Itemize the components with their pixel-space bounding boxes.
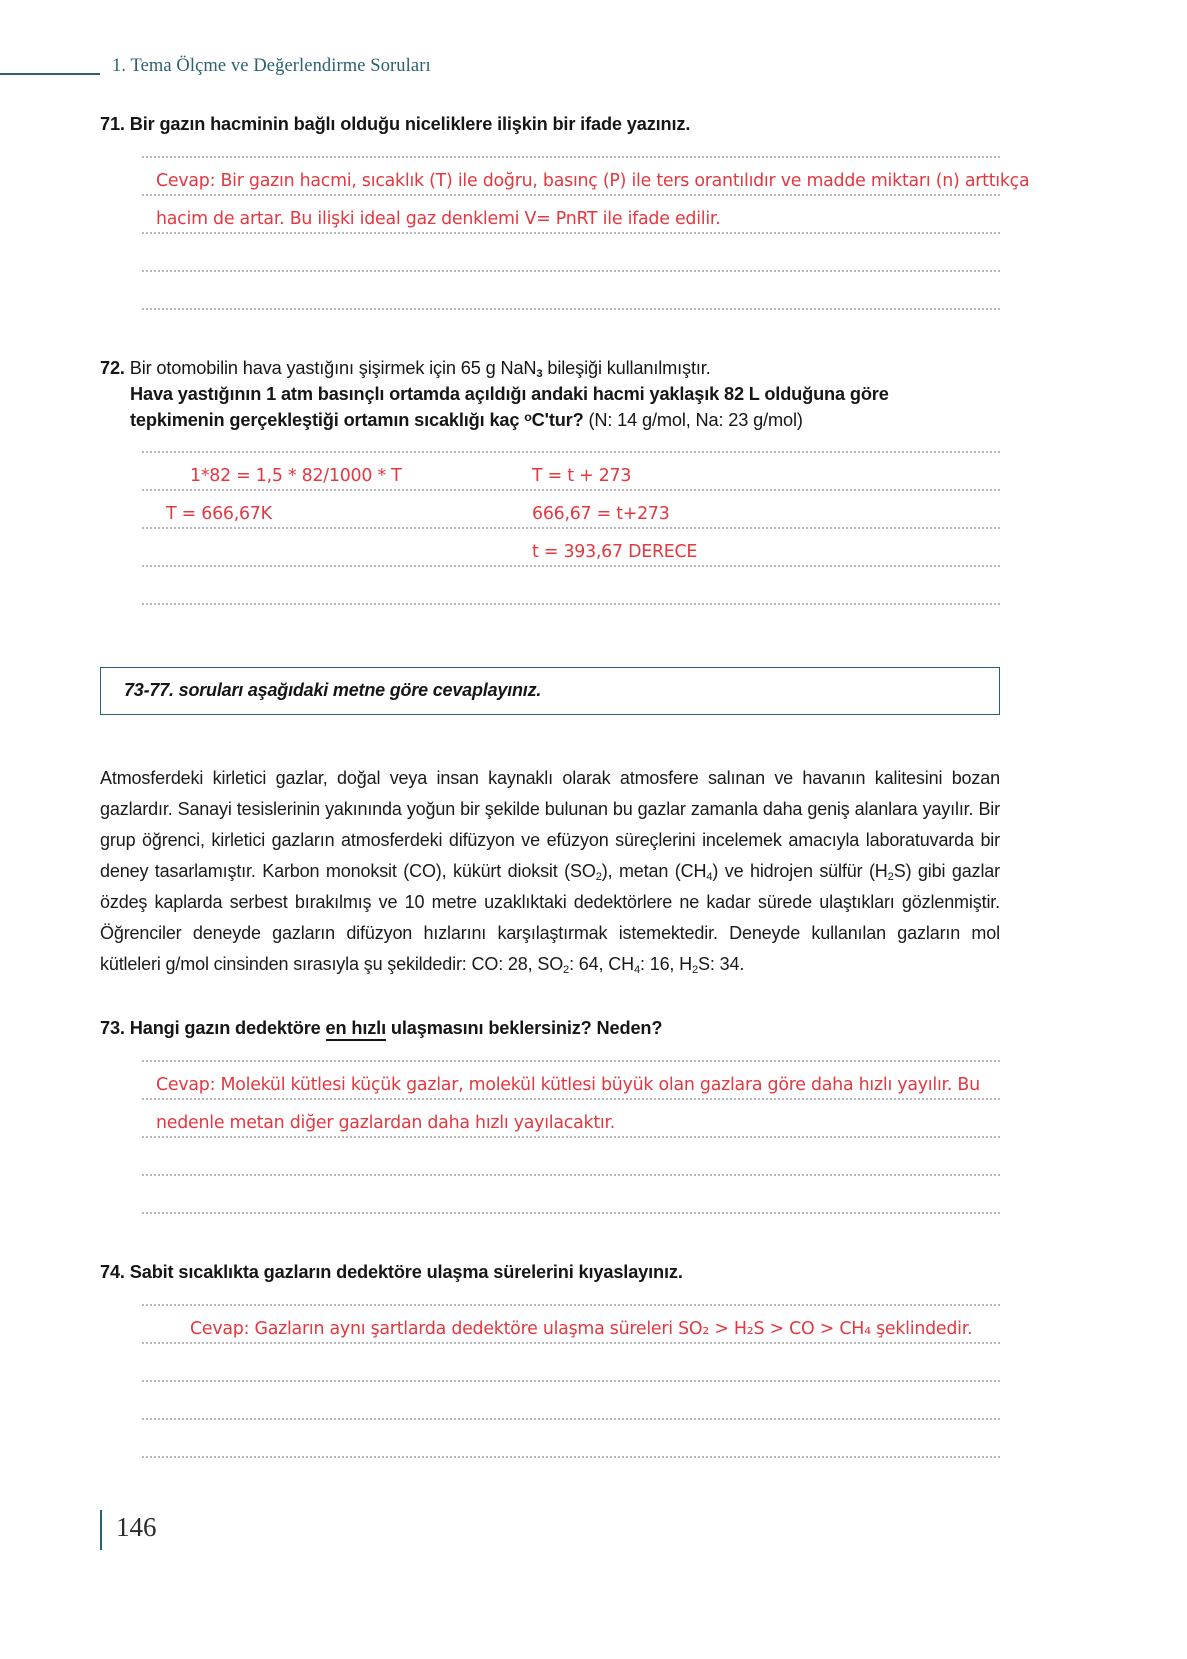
- question-71-text: Bir gazın hacminin bağlı olduğu niceliklere ilişkin bir ifade yazınız.: [129, 114, 691, 134]
- passage-part-5: : 64, CH: [569, 954, 634, 975]
- passage-part-4: S) gibi gazlar özdeş kaplarda serbest bırakılmış ve 10 metre uzaklıktaki dedektörlere ne kadar sürede ulaştıkları gözlenmiştir. Öğrenciler deneyde gazların difüzyon hızlarını karşılaştırmak istemektedir. Deneyde kullanılan gazların mol kütleleri g/mol cinsinden sırasıyla şu şekildedir: CO: 28, SO: [100, 861, 1000, 975]
- page-number: 146: [116, 1512, 157, 1542]
- passage-subscript: 4: [633, 964, 640, 977]
- passage-part-1: Atmosferdeki kirletici gazlar, doğal veya insan kaynaklı olarak atmosfere salınan ve havanın kalitesini bozan gazlardır. Sanayi tesislerinin yakınında yoğun bir şekilde bulunan bu gazlar zamanla daha geniş alanlara yayılır. Bir grup öğrenci, kirletici gazların atmosferdeki difüzyon ve efüzyon süreçlerini incelemek amacıyla laboratuvarda bir deney tasarlamıştır. Karbon monoksit (CO), kükürt dioksit (SO: [100, 768, 1000, 882]
- answer-line[interactable]: [142, 529, 1000, 567]
- answer-line[interactable]: [142, 1176, 1000, 1214]
- question-71: [100, 112, 1000, 138]
- instruction-box: [100, 667, 1000, 715]
- question-72-line1-rest: bileşiği kullanılmıştır.: [542, 357, 711, 378]
- question-72-line3-bold2: C'tur?: [531, 409, 584, 430]
- question-73-suffix: ulaşmasını beklersiniz? Neden?: [386, 1018, 663, 1039]
- answer-line[interactable]: [142, 272, 1000, 310]
- question-74: [100, 1260, 1000, 1286]
- answer-text-left: T = 666,67K: [166, 504, 272, 525]
- degree-superscript: o: [524, 409, 532, 424]
- answer-line[interactable]: [142, 451, 1000, 491]
- question-72-line3: [100, 408, 1000, 434]
- question-71-number: 71.: [100, 114, 125, 134]
- passage-subscript: 2: [595, 871, 602, 884]
- answer-line[interactable]: [142, 1382, 1000, 1420]
- question-72-line1: Bir otomobilin hava yastığını şişirmek için 65 g NaN: [129, 357, 537, 378]
- answer-text: nedenle metan diğer gazlardan daha hızlı yayılacaktır.: [156, 1112, 616, 1133]
- passage-subscript: 2: [563, 964, 570, 977]
- answer-text-right: t = 393,67 DERECE: [532, 542, 698, 563]
- answer-line[interactable]: [142, 1100, 1000, 1138]
- instruction-text: 73-77. soruları aşağıdaki metne göre cevaplayınız.: [124, 680, 542, 701]
- answer-line[interactable]: [142, 1420, 1000, 1458]
- header-rule: [0, 73, 100, 75]
- answer-block-74: [142, 1304, 1000, 1458]
- question-73: [100, 1016, 1000, 1042]
- answer-line[interactable]: [142, 1304, 1000, 1344]
- passage-subscript: 4: [706, 871, 713, 884]
- answer-line[interactable]: [142, 1138, 1000, 1176]
- question-73-prefix: Hangi gazın dedektöre: [129, 1018, 326, 1039]
- passage-part-6: : 16, H: [640, 954, 692, 975]
- page-header: [0, 56, 1050, 90]
- question-73-emphasis: en hızlı: [326, 1018, 386, 1041]
- question-72-subscript: 3: [536, 368, 543, 380]
- answer-line[interactable]: [142, 1060, 1000, 1100]
- answer-text: Cevap: Molekül kütlesi küçük gazlar, molekül kütlesi büyük olan gazlara göre daha hızlı yayılır. Bu: [156, 1074, 980, 1095]
- answer-block-72: [142, 451, 1000, 605]
- answer-text: hacim de artar. Bu ilişki ideal gaz denklemi V= PnRT ile ifade edilir.: [156, 208, 721, 229]
- answer-line[interactable]: [142, 1344, 1000, 1382]
- answer-line[interactable]: [142, 491, 1000, 529]
- passage-subscript: 2: [887, 871, 894, 884]
- question-74-text: Sabit sıcaklıkta gazların dedektöre ulaşma sürelerini kıyaslayınız.: [129, 1261, 683, 1282]
- answer-text-left: 1*82 = 1,5 * 82/1000 * T: [190, 466, 402, 487]
- answer-line[interactable]: [142, 234, 1000, 272]
- passage-part-2: ), metan (CH: [601, 861, 707, 882]
- answer-text: Cevap: Gazların aynı şartlarda dedektöre ulaşma süreleri SO₂ > H₂S > CO > CH₄ şeklindedir.: [190, 1318, 973, 1339]
- answer-text: Cevap: Bir gazın hacmi, sıcaklık (T) ile doğru, basınç (P) ile ters orantılıdır ve madde miktarı (n) arttıkça: [156, 170, 1030, 191]
- passage-part-7: S: 34.: [698, 954, 745, 975]
- question-72-line2: Hava yastığının 1 atm basınçlı ortamda açıldığı andaki hacmi yaklaşık 82 L olduğuna göre: [130, 383, 889, 404]
- footer-accent-bar: [100, 1510, 102, 1550]
- passage-part-3: ) ve hidrojen sülfür (H: [712, 861, 888, 882]
- question-73-number: 73.: [100, 1018, 125, 1039]
- question-72-line3-bold: tepkimenin gerçekleştiği ortamın sıcaklığı kaç: [130, 409, 525, 430]
- answer-line[interactable]: [142, 567, 1000, 605]
- question-72-number: 72.: [100, 357, 125, 378]
- passage-subscript: 2: [691, 964, 699, 977]
- answer-line[interactable]: [142, 196, 1000, 234]
- question-72: [100, 356, 1000, 434]
- content-column: [100, 112, 1030, 1458]
- answer-block-73: [142, 1060, 1000, 1214]
- question-72-line3-regular: (N: 14 g/mol, Na: 23 g/mol): [583, 409, 803, 430]
- answer-block-71: [142, 156, 1030, 310]
- reading-passage: [100, 763, 1000, 980]
- answer-line[interactable]: [142, 156, 1030, 196]
- answer-text-right: T = t + 273: [532, 466, 632, 487]
- header-title: 1. Tema Ölçme ve Değerlendirme Soruları: [112, 56, 431, 76]
- answer-text-right: 666,67 = t+273: [532, 504, 670, 525]
- question-74-number: 74.: [100, 1261, 125, 1282]
